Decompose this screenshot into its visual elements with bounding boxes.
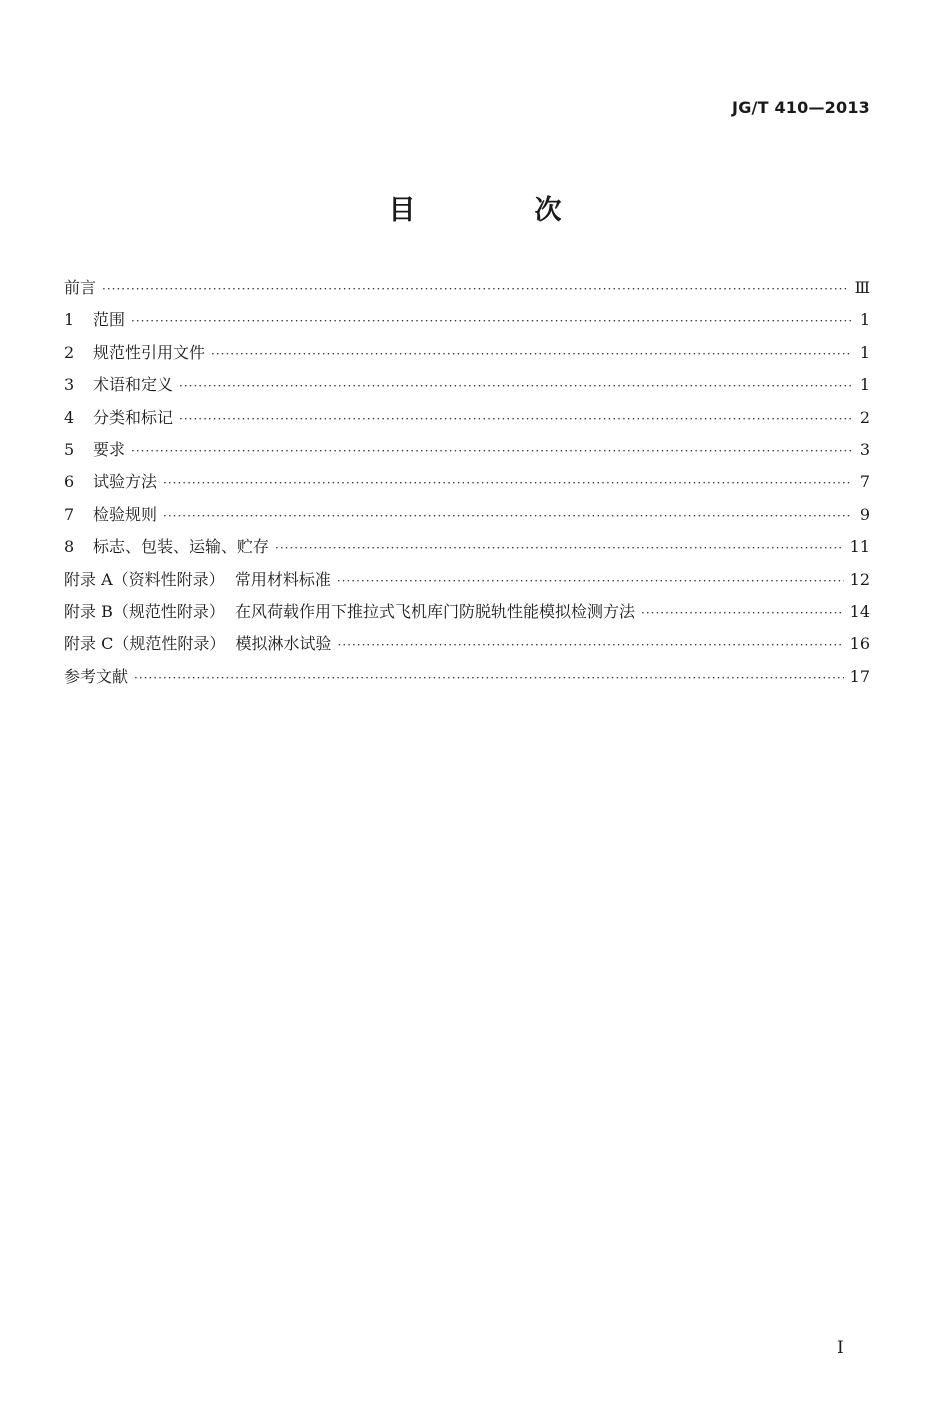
toc-entry-3[interactable] (64, 369, 870, 401)
toc-label: 规范性引用文件 (93, 342, 206, 362)
toc-number: 4 (64, 407, 75, 427)
table-of-contents (64, 272, 870, 693)
toc-leader (134, 662, 844, 694)
toc-number: 2 (64, 342, 75, 362)
toc-leader (641, 597, 844, 629)
toc-label: 要求 (93, 439, 126, 459)
toc-entry-8[interactable] (64, 531, 870, 563)
toc-entry-6[interactable] (64, 466, 870, 498)
toc-page: 14 (849, 601, 870, 621)
toc-leader (179, 403, 852, 435)
toc-entry-2[interactable] (64, 337, 870, 369)
toc-entry-1[interactable] (64, 304, 870, 336)
toc-number: 8 (64, 537, 75, 557)
toc-label: 附录 C（规范性附录） 模拟淋水试验 (64, 634, 332, 654)
toc-page: Ⅲ (854, 278, 870, 297)
toc-page: 17 (849, 666, 870, 686)
toc-number: 5 (64, 439, 75, 459)
toc-number: 3 (64, 375, 75, 395)
toc-page: 1 (859, 310, 870, 330)
toc-label: 附录 A（资料性附录） 常用材料标准 (64, 569, 331, 589)
toc-leader (131, 435, 852, 467)
toc-number: 6 (64, 472, 75, 492)
toc-entry-5[interactable] (64, 434, 870, 466)
toc-page: 12 (849, 569, 870, 589)
toc-leader (275, 532, 844, 564)
toc-number: 7 (64, 504, 75, 524)
toc-leader (211, 338, 852, 370)
standard-code: JG/T 410—2013 (732, 98, 870, 117)
toc-page: 7 (859, 472, 870, 492)
page-title: 目 次 (388, 195, 608, 226)
toc-page: 1 (859, 375, 870, 395)
toc-page: 1 (859, 342, 870, 362)
toc-label: 术语和定义 (93, 375, 174, 395)
toc-leader (337, 565, 844, 597)
toc-page: 2 (859, 407, 870, 427)
toc-entry-foreword[interactable] (64, 272, 870, 304)
page-number: I (837, 1338, 844, 1358)
toc-leader (163, 500, 852, 532)
toc-entry-appendix-c[interactable] (64, 628, 870, 660)
toc-label: 附录 B（规范性附录） 在风荷载作用下推拉式飞机库门防脱轨性能模拟检测方法 (64, 601, 636, 621)
toc-entry-appendix-a[interactable] (64, 564, 870, 596)
toc-leader (131, 305, 852, 337)
toc-page: 11 (849, 537, 870, 557)
toc-leader (179, 370, 852, 402)
toc-leader (102, 273, 849, 305)
toc-page: 3 (859, 439, 870, 459)
toc-entry-references[interactable] (64, 661, 870, 693)
toc-page: 16 (849, 634, 870, 654)
toc-entry-7[interactable] (64, 499, 870, 531)
toc-number: 1 (64, 310, 75, 330)
toc-leader (338, 629, 844, 661)
toc-leader (163, 467, 852, 499)
toc-label: 检验规则 (93, 504, 158, 524)
toc-label: 前言 (64, 278, 97, 297)
toc-label: 标志、包装、运输、贮存 (93, 537, 270, 557)
toc-label: 分类和标记 (93, 407, 174, 427)
toc-entry-4[interactable] (64, 402, 870, 434)
toc-page: 9 (859, 504, 870, 524)
toc-label: 试验方法 (93, 472, 158, 492)
toc-label: 参考文献 (64, 666, 129, 686)
toc-entry-appendix-b[interactable] (64, 596, 870, 628)
toc-label: 范围 (93, 310, 126, 330)
